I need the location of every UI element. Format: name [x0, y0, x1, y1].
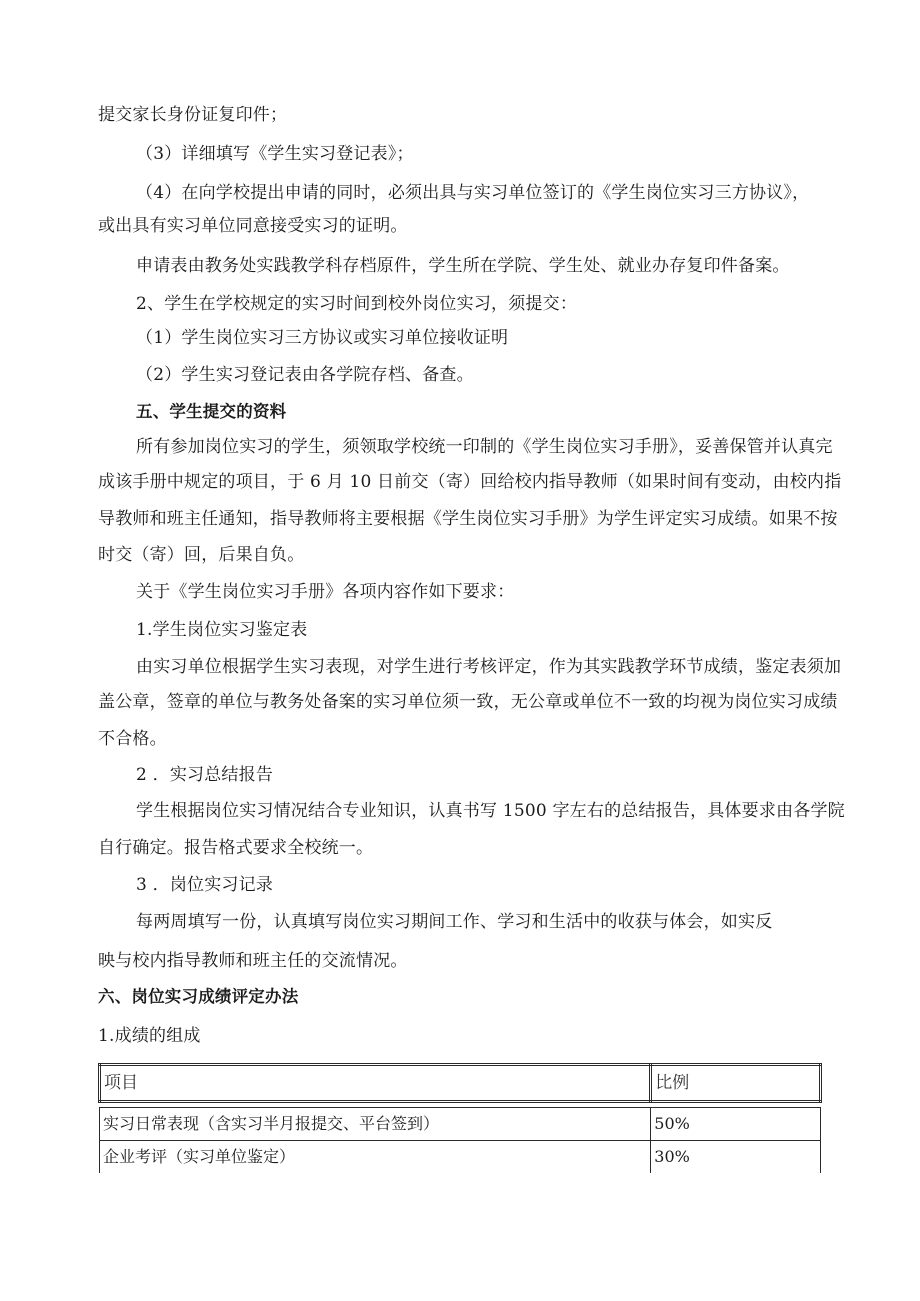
section-heading: 六、岗位实习成绩评定办法 [98, 987, 299, 1006]
table-cell: 30% [651, 1141, 821, 1174]
list-item: （3）详细填写《学生实习登记表》； [136, 144, 414, 164]
paragraph: 由实习单位根据学生实习表现，对学生进行考核评定，作为其实践教学环节成绩，鉴定表须加 [136, 657, 842, 677]
paragraph-continuation: 时交（寄）回，后果自负。 [98, 545, 305, 565]
table-row [100, 1141, 821, 1174]
paragraph-continuation: 盖公章，签章的单位与教务处备案的实习单位须一致，无公章或单位不一致的均视为岗位实习成绩 [98, 692, 838, 712]
paragraph-continuation: 导教师和班主任通知，指导教师将主要根据《学生岗位实习手册》为学生评定实习成绩。如果不按 [98, 509, 838, 529]
grade-composition-table [98, 1063, 822, 1173]
paragraph: 每两周填写一份，认真填写岗位实习期间工作、学习和生活中的收获与体会，如实反 [136, 912, 773, 932]
paragraph: 提交家长身份证复印件； [98, 105, 288, 125]
paragraph: 2、学生在学校规定的实习时间到校外岗位实习，须提交： [136, 294, 578, 314]
paragraph-continuation: 映与校内指导教师和班主任的交流情况。 [98, 951, 408, 971]
paragraph-continuation: 自行确定。报告格式要求全校统一。 [98, 838, 374, 858]
subsection-heading: 1.学生岗位实习鉴定表 [136, 620, 308, 640]
table-row [100, 1108, 821, 1141]
paragraph: 所有参加岗位实习的学生，须领取学校统一印制的《学生岗位实习手册》，妥善保管并认真完 [136, 437, 833, 457]
paragraph: 申请表由教务处实践教学科存档原件，学生所在学院、学生处、就业办存复印件备案。 [136, 256, 790, 276]
table-cell: 实习日常表现（含实习半月报提交、平台签到） [100, 1108, 651, 1141]
subsection-heading: 3 ．岗位实习记录 [136, 875, 274, 895]
table-header-cell: 项目 [100, 1065, 651, 1102]
list-item: （1）学生岗位实习三方协议或实习单位接收证明 [136, 328, 509, 348]
section-heading: 五、学生提交的资料 [136, 402, 287, 421]
table-cell: 企业考评（实习单位鉴定） [100, 1141, 651, 1174]
paragraph: 学生根据岗位实习情况结合专业知识，认真书写 1500 字左右的总结报告，具体要求由各学院 [136, 801, 845, 821]
table-header-cell: 比例 [651, 1065, 821, 1102]
table-header-row [100, 1065, 821, 1102]
table-cell: 50% [651, 1108, 821, 1141]
paragraph: 关于《学生岗位实习手册》各项内容作如下要求： [136, 582, 515, 602]
list-item: （4）在向学校提出申请的同时，必须出具与实习单位签订的《学生岗位实习三方协议》， [136, 183, 810, 203]
subsection-heading: 2 ．实习总结报告 [136, 765, 274, 785]
list-item: （2）学生实习登记表由各学院存档、备查。 [136, 365, 474, 385]
subsection-heading: 1.成绩的组成 [98, 1026, 201, 1046]
paragraph-continuation: 成该手册中规定的项目，于 6 月 10 日前交（寄）回给校内指导教师（如果时间有变动，由校内指 [98, 472, 842, 492]
paragraph-continuation: 或出具有实习单位同意接受实习的证明。 [98, 216, 408, 236]
paragraph-continuation: 不合格。 [98, 729, 167, 749]
